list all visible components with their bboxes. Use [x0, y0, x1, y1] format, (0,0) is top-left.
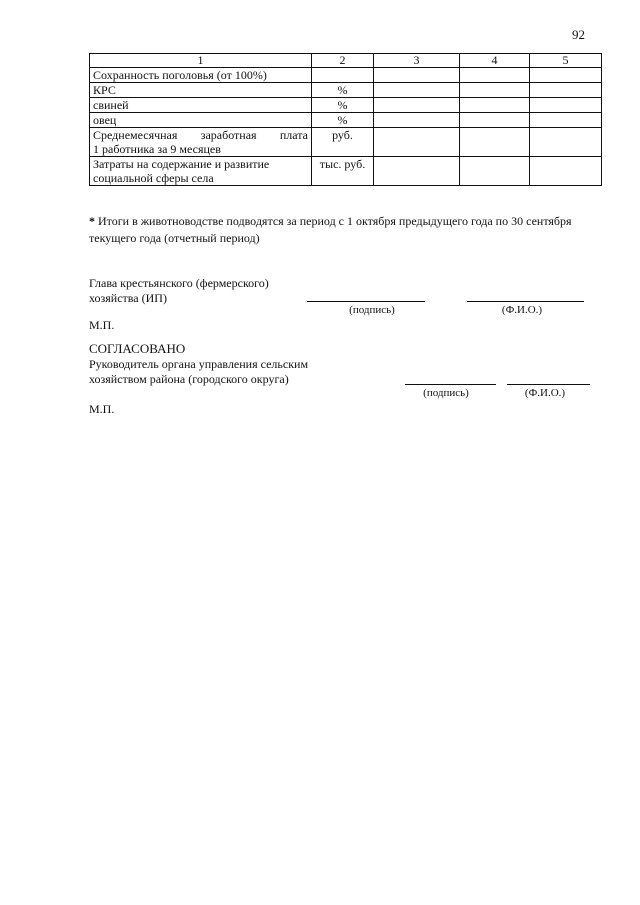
- head-of-farm-label: [89, 276, 269, 306]
- row-label: Сохранность поголовья (от 100%): [90, 68, 312, 83]
- row-unit: %: [312, 98, 374, 113]
- row-unit: тыс. руб.: [312, 157, 374, 186]
- row-cell: [460, 68, 530, 83]
- row-unit: [312, 68, 374, 83]
- header-col-5: 5: [530, 54, 602, 68]
- row-cell: [374, 68, 460, 83]
- table-row: [90, 98, 602, 113]
- signature-caption: (подпись): [423, 387, 469, 399]
- row-unit: %: [312, 83, 374, 98]
- agreed-heading: СОГЛАСОВАНО: [89, 341, 186, 356]
- row-cell: [460, 98, 530, 113]
- name-line: [467, 301, 584, 302]
- row-cell: [530, 98, 602, 113]
- report-table: [89, 53, 602, 186]
- name-line: [507, 384, 590, 385]
- district-head-line-1: Руководитель органа управления сельским: [89, 357, 309, 371]
- row-cell: [460, 113, 530, 128]
- row-cell: [460, 157, 530, 186]
- row-cell: [530, 128, 602, 157]
- stamp-place-1: М.П.: [89, 318, 115, 332]
- row-label-line: Затраты на содержание и развитие: [93, 157, 270, 171]
- row-cell: [530, 157, 602, 186]
- row-label-line: Среднемесячная заработная плата: [93, 128, 308, 142]
- row-cell: [374, 128, 460, 157]
- row-cell: [460, 128, 530, 157]
- header-col-2: 2: [312, 54, 374, 68]
- header-col-3: 3: [374, 54, 460, 68]
- row-cell: [374, 157, 460, 186]
- stamp-place-2: М.П.: [89, 402, 115, 416]
- row-label: овец: [90, 113, 312, 128]
- row-label: [90, 157, 312, 186]
- table-header-row: [90, 54, 602, 68]
- row-label: [90, 128, 312, 157]
- row-cell: [374, 113, 460, 128]
- row-label: свиней: [90, 98, 312, 113]
- footnote-marker: *: [89, 214, 95, 228]
- row-cell: [374, 98, 460, 113]
- row-label-line: 1 работника за 9 месяцев: [93, 142, 221, 156]
- table-row: [90, 157, 602, 186]
- row-cell: [530, 113, 602, 128]
- footnote: [89, 213, 601, 247]
- row-unit: %: [312, 113, 374, 128]
- name-caption: (Ф.И.О.): [501, 304, 543, 316]
- row-cell: [374, 83, 460, 98]
- district-head-line-2: хозяйством района (городского округа): [89, 372, 289, 386]
- row-unit: руб.: [312, 128, 374, 157]
- header-col-4: 4: [460, 54, 530, 68]
- signature-caption: (подпись): [349, 304, 395, 316]
- row-cell: [530, 83, 602, 98]
- row-label-line: социальной сферы села: [93, 171, 214, 185]
- signature-line: [307, 301, 425, 302]
- footnote-text: Итоги в животноводстве подводятся за период с 1 октября предыдущего года по 30 сентября текущего года (отчетный период): [89, 214, 572, 245]
- table-row: [90, 68, 602, 83]
- row-label: КРС: [90, 83, 312, 98]
- table-row: [90, 83, 602, 98]
- page-number: 92: [572, 27, 585, 42]
- header-col-1: 1: [90, 54, 312, 68]
- head-of-farm-line-2: хозяйства (ИП): [89, 291, 167, 305]
- row-cell: [530, 68, 602, 83]
- district-head-label: [89, 357, 308, 387]
- name-caption: (Ф.И.О.): [524, 387, 566, 399]
- row-cell: [460, 83, 530, 98]
- head-of-farm-line-1: Глава крестьянского (фермерского): [89, 276, 269, 290]
- table-row: [90, 113, 602, 128]
- signature-line: [405, 384, 496, 385]
- table-row: [90, 128, 602, 157]
